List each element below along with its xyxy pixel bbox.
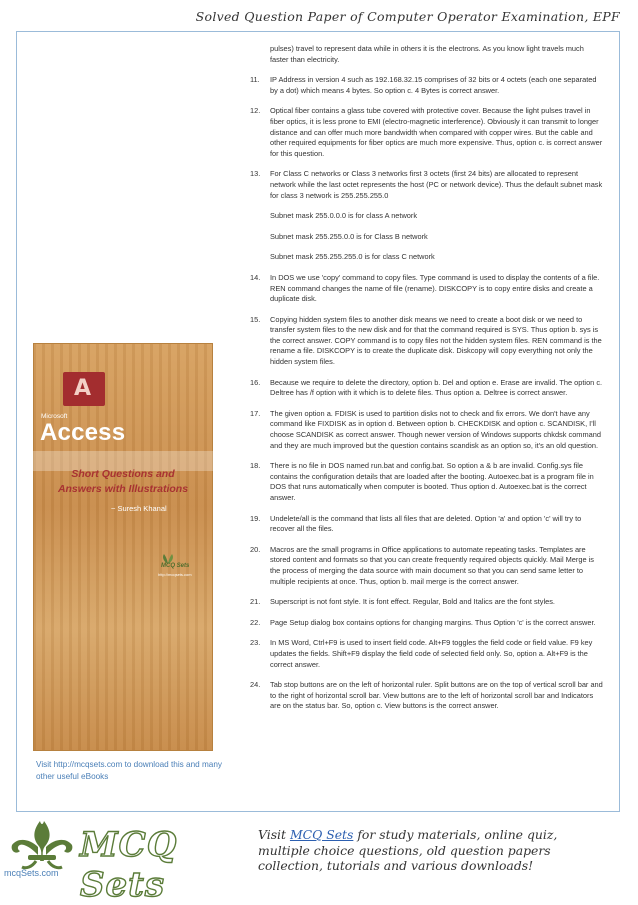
mcqsets-logo[interactable] xyxy=(2,815,232,905)
answer-number: 23. xyxy=(250,638,261,648)
book-cover-image[interactable] xyxy=(33,343,213,751)
answer-text: Optical fiber contains a glass tube covered with protective cover. Because the light pulses travel in fiber optics, it is less prone to EMI (electro-magnetic interference). Obviously it can transmit to longer distance and can offer much more bandwidth when compared with copper wires. But the cable and other required equipments for fiber optics are much more expensive. Thus, option c. is correct answer for this question. xyxy=(270,106,603,158)
answer-item xyxy=(250,378,604,399)
answer-text: Macros are the small programs in Office applications to automate repeating tasks. Templates are stored content and formats so that you can create frequently required objects quickly. Mail Merge is the process of merging the data source with main document so that you can send same letter to multiple recipients at once. Thus, option b. mail merge is the correct answer. xyxy=(270,544,594,586)
answer-text: Because we require to delete the directory, option b. Del and option e. Erase are invalid. The option c. Deltree has /f option with it which is to delete files. Thus option a. Deltree is correct answer. xyxy=(270,377,603,398)
promo-suffix: for study materials, online quiz, multiple choice questions, old question papers collection, tutorials and various downloads! xyxy=(258,827,558,873)
subnet-note xyxy=(250,232,604,243)
access-logo-icon: A xyxy=(63,372,105,406)
book-url: http://mcqsets.com xyxy=(158,572,192,577)
answer-text: Subnet mask 255.255.0.0 is for Class B network xyxy=(270,231,428,241)
answer-item xyxy=(250,618,604,629)
book-caption[interactable]: Visit http://mcqsets.com to download this and many other useful eBooks xyxy=(36,760,222,781)
book-title: Access xyxy=(40,419,126,446)
book-author: ~ Suresh Khanal xyxy=(111,504,167,513)
footer-promo xyxy=(258,827,578,874)
answer-number: 22. xyxy=(250,617,261,627)
answer-item xyxy=(250,273,604,305)
answer-number: 14. xyxy=(250,272,261,282)
answer-number: 19. xyxy=(250,513,261,523)
answer-item xyxy=(250,597,604,608)
answer-text: Page Setup dialog box contains options for changing margins. Thus Option 'c' is the correct answer. xyxy=(270,617,596,627)
answer-number: 13. xyxy=(250,169,261,179)
page-header-title: Solved Question Paper of Computer Operator Examination, EPF xyxy=(195,9,620,24)
answer-number: 24. xyxy=(250,680,261,690)
answer-number: 20. xyxy=(250,544,261,554)
answer-item xyxy=(250,315,604,368)
answer-number: 16. xyxy=(250,377,261,387)
answer-list xyxy=(250,44,604,722)
answer-text: IP Address in version 4 such as 192.168.32.15 comprises of 32 bits or 4 octets (each one separated by a dot) which means 4 bytes. So option c. 4 Bytes is correct answer. xyxy=(270,75,597,95)
answer-text: Subnet mask 255.0.0.0 is for class A network xyxy=(270,211,418,221)
answer-item xyxy=(250,409,604,451)
answer-item xyxy=(250,638,604,670)
answer-item xyxy=(250,75,604,96)
answer-number: 11. xyxy=(250,75,260,85)
answer-number: 15. xyxy=(250,314,261,324)
logo-text: MCQ Sets xyxy=(80,825,178,905)
answer-text: There is no file in DOS named run.bat and config.bat. So option a & b are invalid. Config.sys file contains the configuration details that are loaded after the booting. Autoexec.bat is a program file in DOS that runs automatically when computer is booted. Thus option d. Autoexec.bat is the correct answer. xyxy=(270,461,594,502)
answer-item xyxy=(250,461,604,503)
promo-prefix: Visit xyxy=(258,827,290,842)
fleur-de-lis-icon xyxy=(2,815,82,875)
answer-text: Tab stop buttons are on the left of horizontal ruler. Split buttons are on the top of vertical scroll bar and to the right of horizontal scroll bar. View buttons are to the left of horizontal scroll bar and Indicators are on the status bar. So, option c. View buttons is the correct answer. xyxy=(270,680,603,711)
answer-item xyxy=(250,106,604,159)
book-subtitle: Short Questions and Answers with Illustrations xyxy=(57,468,189,495)
answer-number: 12. xyxy=(250,106,261,116)
answer-item xyxy=(250,680,604,712)
logo-url[interactable]: mcqSets.com xyxy=(4,868,59,878)
answer-text: In DOS we use 'copy' command to copy files. Type command is used to display the contents of a file. REN command changes the name of file (rename). DISKCOPY is to copy entire disks and create a duplicate disk. xyxy=(270,272,600,304)
answer-number: 18. xyxy=(250,461,261,471)
book-publisher: MCQ Sets xyxy=(161,563,190,569)
answer-text: For Class C networks or Class 3 networks first 3 octets (first 24 bits) are allocated to represent network while the last octet represents the host (PC or network device). Thus the default subnet mask for class 3 network is 255.255.255.0 xyxy=(270,169,603,200)
answer-text: Subnet mask 255.255.255.0 is for class C network xyxy=(270,252,435,262)
answer-item xyxy=(250,169,604,201)
subnet-note xyxy=(250,211,604,222)
answer-item xyxy=(250,545,604,587)
answer-text: Superscript is not font style. It is font effect. Regular, Bold and Italics are the font styles. xyxy=(270,597,555,607)
answer-number: 17. xyxy=(250,408,261,418)
book-brand: Microsoft xyxy=(41,413,68,420)
subnet-note xyxy=(250,252,604,263)
answer-text: Copying hidden system files to another disk means we need to create a boot disk or we need to transfer system files to the new disk and for that the command required is SYS. Thus option b. sys is the correct answer. COPY command is to copy files not the hidden system files. REN command is the rename a file. DISKCOPY is to create the duplicate disk. Diskcopy will copy everything not only the hidden system files. xyxy=(270,314,602,367)
answer-text: In MS Word, Ctrl+F9 is used to insert field code. Alt+F9 toggles the field code or field value. F9 key updates the fields. Shift+F9 display the field code of selected field only. So, option a. Alt+F9 is the correct answer. xyxy=(270,638,593,669)
promo-link[interactable]: MCQ Sets xyxy=(289,827,354,842)
answer-item xyxy=(250,514,604,535)
answer-number: 21. xyxy=(250,597,261,607)
answer-text: The given option a. FDISK is used to partition disks not to check and fix errors. We don't have any command like FIXDISK as in option d. Between option b. CHECKDISK and option c. SCANDISK, I'll choose SCANDISK as correct answer. Though newer version of Windows supports chkdsk command and they are much improved but the question contains scandisk as an option so, it's an old question. xyxy=(270,408,601,450)
continuation-paragraph: pulses) travel to represent data while in others it is the electrons. As you know light travels much faster than electricity. xyxy=(270,44,584,64)
answer-text: Undelete/all is the command that lists all files that are deleted. Option 'a' and option 'c' will try to recover all the files. xyxy=(270,513,582,534)
